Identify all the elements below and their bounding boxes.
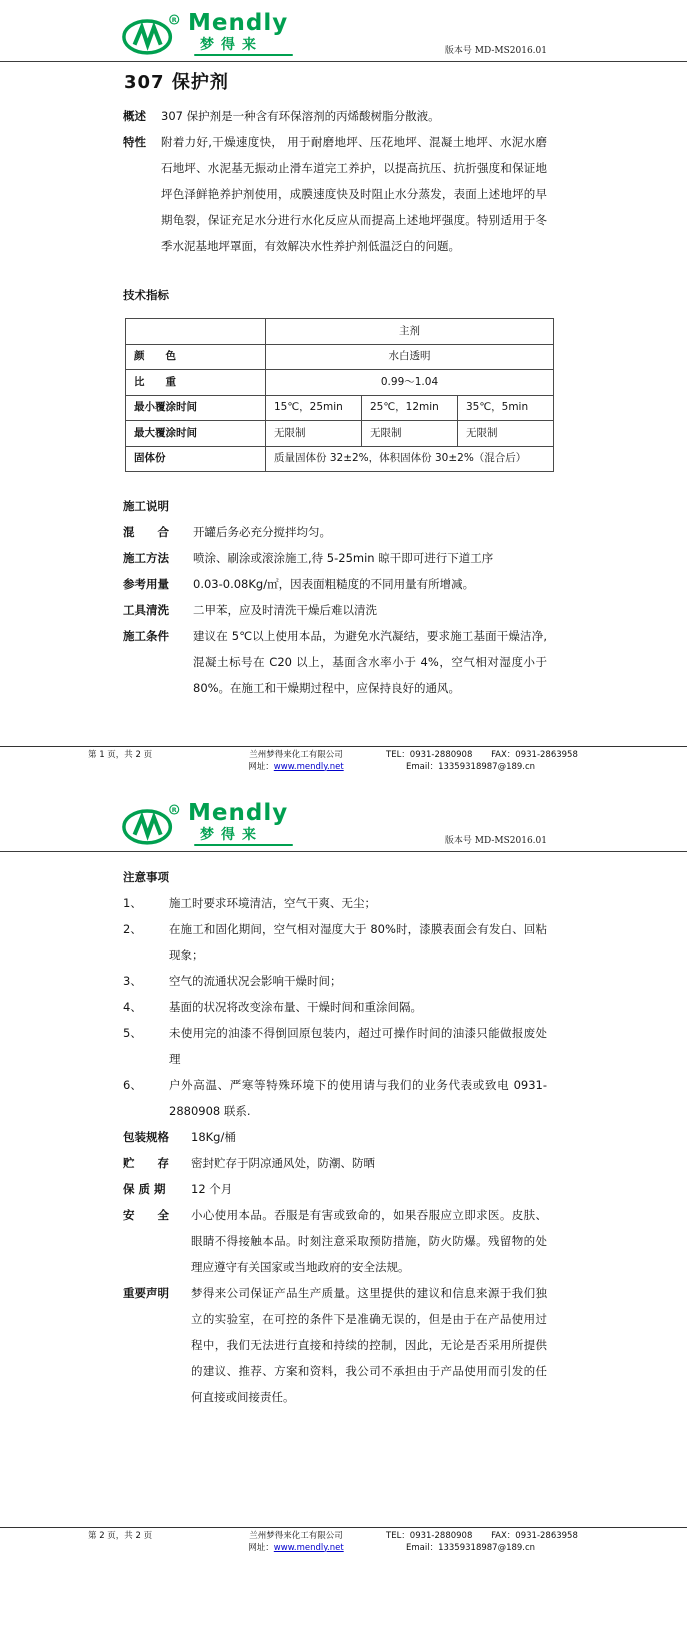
construction-item xyxy=(123,623,547,701)
table-cell: 最小覆涂时间 xyxy=(126,395,266,421)
info-item-label: 安 全 xyxy=(123,1208,169,1222)
note-text: 在施工和固化期间，空气相对湿度大于 80%时，漆膜表面会有发白、回粘现象； xyxy=(169,922,547,962)
note-number: 5、 xyxy=(123,1026,142,1040)
footer-page-number: 第 1 页，共 2 页 xyxy=(88,750,153,760)
info-item-label: 贮 存 xyxy=(123,1156,169,1170)
registered-mark-letter: R xyxy=(171,806,177,814)
table-row xyxy=(126,319,554,345)
footer-company-block xyxy=(216,1531,376,1554)
table-cell: 比 重 xyxy=(126,370,266,396)
brand-name: Mendly xyxy=(188,10,289,36)
brand-text xyxy=(188,802,288,847)
overview-text: 307 保护剂是一种含有环保溶剂的丙烯酸树脂分散液。 xyxy=(161,109,440,123)
footer-company: 兰州梦得来化工有限公司 xyxy=(249,1531,343,1541)
table-cell: 颜 色 xyxy=(126,344,266,370)
info-item xyxy=(123,1280,547,1410)
table-row xyxy=(126,421,554,447)
table-row xyxy=(126,395,554,421)
footer-website-label: 网址： xyxy=(248,1542,274,1553)
construction-item xyxy=(123,545,547,571)
footer-website-line xyxy=(216,1543,376,1555)
overview-label: 概述 xyxy=(123,109,146,123)
table-cell: 无限制 xyxy=(458,421,554,447)
spec-table xyxy=(125,318,554,472)
brand-name: Mendly xyxy=(188,800,289,826)
footer-website-line xyxy=(216,762,376,774)
note-item xyxy=(123,1020,547,1072)
tech-specs-heading: 技术指标 xyxy=(123,288,169,302)
construction-item xyxy=(123,597,547,623)
construction-item-text: 0.03-0.08Kg/㎡，因表面粗糙度的不同用量有所增减。 xyxy=(193,577,475,591)
footer-fax: FAX：0931-2863958 xyxy=(491,750,578,760)
info-item-text: 12 个月 xyxy=(191,1182,233,1196)
footer-company: 兰州梦得来化工有限公司 xyxy=(249,750,343,760)
note-number: 6、 xyxy=(123,1078,142,1092)
footer-page-number: 第 2 页，共 2 页 xyxy=(88,1531,153,1541)
construction-item-label: 施工条件 xyxy=(123,629,169,643)
note-number: 2、 xyxy=(123,922,142,936)
mendly-m-icon xyxy=(121,802,181,848)
info-item-label: 包装规格 xyxy=(123,1130,169,1144)
table-cell: 无限制 xyxy=(266,421,362,447)
construction-item-text: 喷涂、刷涂或滚涂施工,待 5-25min 晾干即可进行下道工序 xyxy=(193,551,494,565)
construction-item-text: 建议在 5℃以上使用本品，为避免水汽凝结，要求施工基面干燥洁净,混凝土标号在 C20 以上，基面含水率小于 4%，空气相对湿度小于 80%。在施工和干燥期过程中，应保持良好的通风。 xyxy=(193,629,547,695)
note-text: 户外高温、严寒等特殊环境下的使用请与我们的业务代表或致电 0931-2880908 联系. xyxy=(169,1078,547,1118)
info-item xyxy=(123,1150,547,1176)
notes-heading: 注意事项 xyxy=(123,870,169,884)
construction-item-text: 二甲苯，应及时清洗干燥后难以清洗 xyxy=(193,603,377,617)
footer-fax: FAX：0931-2863958 xyxy=(491,1531,578,1541)
table-cell: 固体份 xyxy=(126,446,266,472)
table-cell xyxy=(126,319,266,345)
table-cell: 水白透明 xyxy=(266,344,554,370)
note-item xyxy=(123,890,547,916)
info-item-label: 保 质 期 xyxy=(123,1182,166,1196)
feature-paragraph xyxy=(123,129,547,259)
footer-contact-block xyxy=(386,750,578,773)
table-cell: 15℃，25min xyxy=(266,395,362,421)
note-text: 空气的流通状况会影响干燥时间； xyxy=(169,974,342,988)
product-title: 307 保护剂 xyxy=(124,72,229,93)
table-row xyxy=(126,344,554,370)
page-header xyxy=(0,782,687,852)
info-item-label: 重要声明 xyxy=(123,1286,169,1300)
page-footer xyxy=(0,1527,687,1554)
table-header-cell: 主剂 xyxy=(266,319,554,345)
note-text: 基面的状况将改变涂布量、干燥时间和重涂间隔。 xyxy=(169,1000,422,1014)
construction-item xyxy=(123,519,547,545)
footer-tel: TEL：0931-2880908 xyxy=(386,750,473,760)
page-header xyxy=(0,0,687,62)
construction-item-label: 工具清洗 xyxy=(123,603,169,617)
footer-phone-line xyxy=(386,1531,578,1543)
brand-name-cn: 梦得来 xyxy=(200,37,263,53)
construction-heading: 施工说明 xyxy=(123,499,169,513)
note-item xyxy=(123,916,547,968)
footer-website-label: 网址： xyxy=(248,761,274,772)
version-label: 版本号 MD-MS2016.01 xyxy=(444,46,547,56)
construction-item-text: 开罐后务必充分搅拌均匀。 xyxy=(193,525,331,539)
note-text: 未使用完的油漆不得倒回原包装内，超过可操作时间的油漆只能做报废处理 xyxy=(169,1026,547,1066)
table-cell: 最大覆涂时间 xyxy=(126,421,266,447)
table-row xyxy=(126,370,554,396)
note-text: 施工时要求环境清洁，空气干爽、无尘； xyxy=(169,896,376,910)
info-item xyxy=(123,1124,547,1150)
footer-phone-line xyxy=(386,750,578,762)
footer-contact-block xyxy=(386,1531,578,1554)
table-cell: 35℃，5min xyxy=(458,395,554,421)
info-item-text: 小心使用本品。吞服是有害或致命的，如果吞服应立即求医。皮肤、眼睛不得接触本品。时刻注意采取预防措施，防火防爆。残留物的处理应遵守有关国家或当地政府的安全法规。 xyxy=(191,1208,547,1274)
page1-content xyxy=(0,71,687,701)
table-cell: 0.99～1.04 xyxy=(266,370,554,396)
footer-website-link[interactable]: www.mendly.net xyxy=(273,761,344,772)
note-item xyxy=(123,1072,547,1124)
version-label: 版本号 MD-MS2016.01 xyxy=(444,836,547,846)
table-cell: 无限制 xyxy=(362,421,458,447)
overview-paragraph xyxy=(123,103,547,129)
footer-email: Email：13359318987@189.cn xyxy=(406,1542,536,1553)
construction-item-label: 混 合 xyxy=(123,525,169,539)
table-row xyxy=(126,446,554,472)
note-number: 3、 xyxy=(123,974,142,988)
feature-label: 特性 xyxy=(123,135,146,149)
brand-logo xyxy=(121,802,288,848)
page-footer xyxy=(0,746,687,773)
info-item xyxy=(123,1176,547,1202)
brand-text xyxy=(188,12,288,57)
info-item xyxy=(123,1202,547,1280)
info-item-text: 梦得来公司保证产品生产质量。这里提供的建议和信息来源于我们独立的实验室，在可控的条件下是准确无误的，但是由于在产品使用过程中，我们无法进行直接和持续的控制，因此，无论是否采用所提供的建议、推荐、方案和资料，我公司不承担由于产品使用而引发的任何直接或间接责任。 xyxy=(191,1286,547,1404)
page-2 xyxy=(0,782,687,1638)
mendly-m-icon xyxy=(121,12,181,58)
registered-mark-letter: R xyxy=(171,16,177,24)
footer-website-link[interactable]: www.mendly.net xyxy=(273,1542,344,1553)
brand-name-cn: 梦得来 xyxy=(200,827,263,843)
brand-logo xyxy=(121,12,288,58)
note-number: 4、 xyxy=(123,1000,142,1014)
construction-item-label: 施工方法 xyxy=(123,551,169,565)
info-item-text: 18Kg/桶 xyxy=(191,1130,236,1144)
note-item xyxy=(123,994,547,1020)
construction-item xyxy=(123,571,547,597)
table-cell: 质量固体份 32±2%，体积固体份 30±2%（混合后） xyxy=(266,446,554,472)
footer-tel: TEL：0931-2880908 xyxy=(386,1531,473,1541)
footer-email: Email：13359318987@189.cn xyxy=(406,761,536,772)
note-item xyxy=(123,968,547,994)
page-1 xyxy=(0,0,687,782)
footer-company-block xyxy=(216,750,376,773)
page2-content xyxy=(0,864,687,1410)
info-item-text: 密封贮存于阴凉通风处，防潮、防晒 xyxy=(191,1156,375,1170)
feature-text: 附着力好,干燥速度快， 用于耐磨地坪、压花地坪、混凝土地坪、水泥水磨石地坪、水泥基无振动止滑车道完工养护，以提高抗压、抗折强度和保证地坪色泽鲜艳养护剂使用，成膜速度快及时阻止水分蒸发，表面上述地坪的早期龟裂，保证充足水分进行水化反应从而提高上述地坪强度。特别适用于冬季水泥基地坪罩面，有效解决水性养护剂低温泛白的问题。 xyxy=(161,135,547,253)
table-cell: 25℃，12min xyxy=(362,395,458,421)
note-number: 1、 xyxy=(123,896,142,910)
construction-item-label: 参考用量 xyxy=(123,577,169,591)
